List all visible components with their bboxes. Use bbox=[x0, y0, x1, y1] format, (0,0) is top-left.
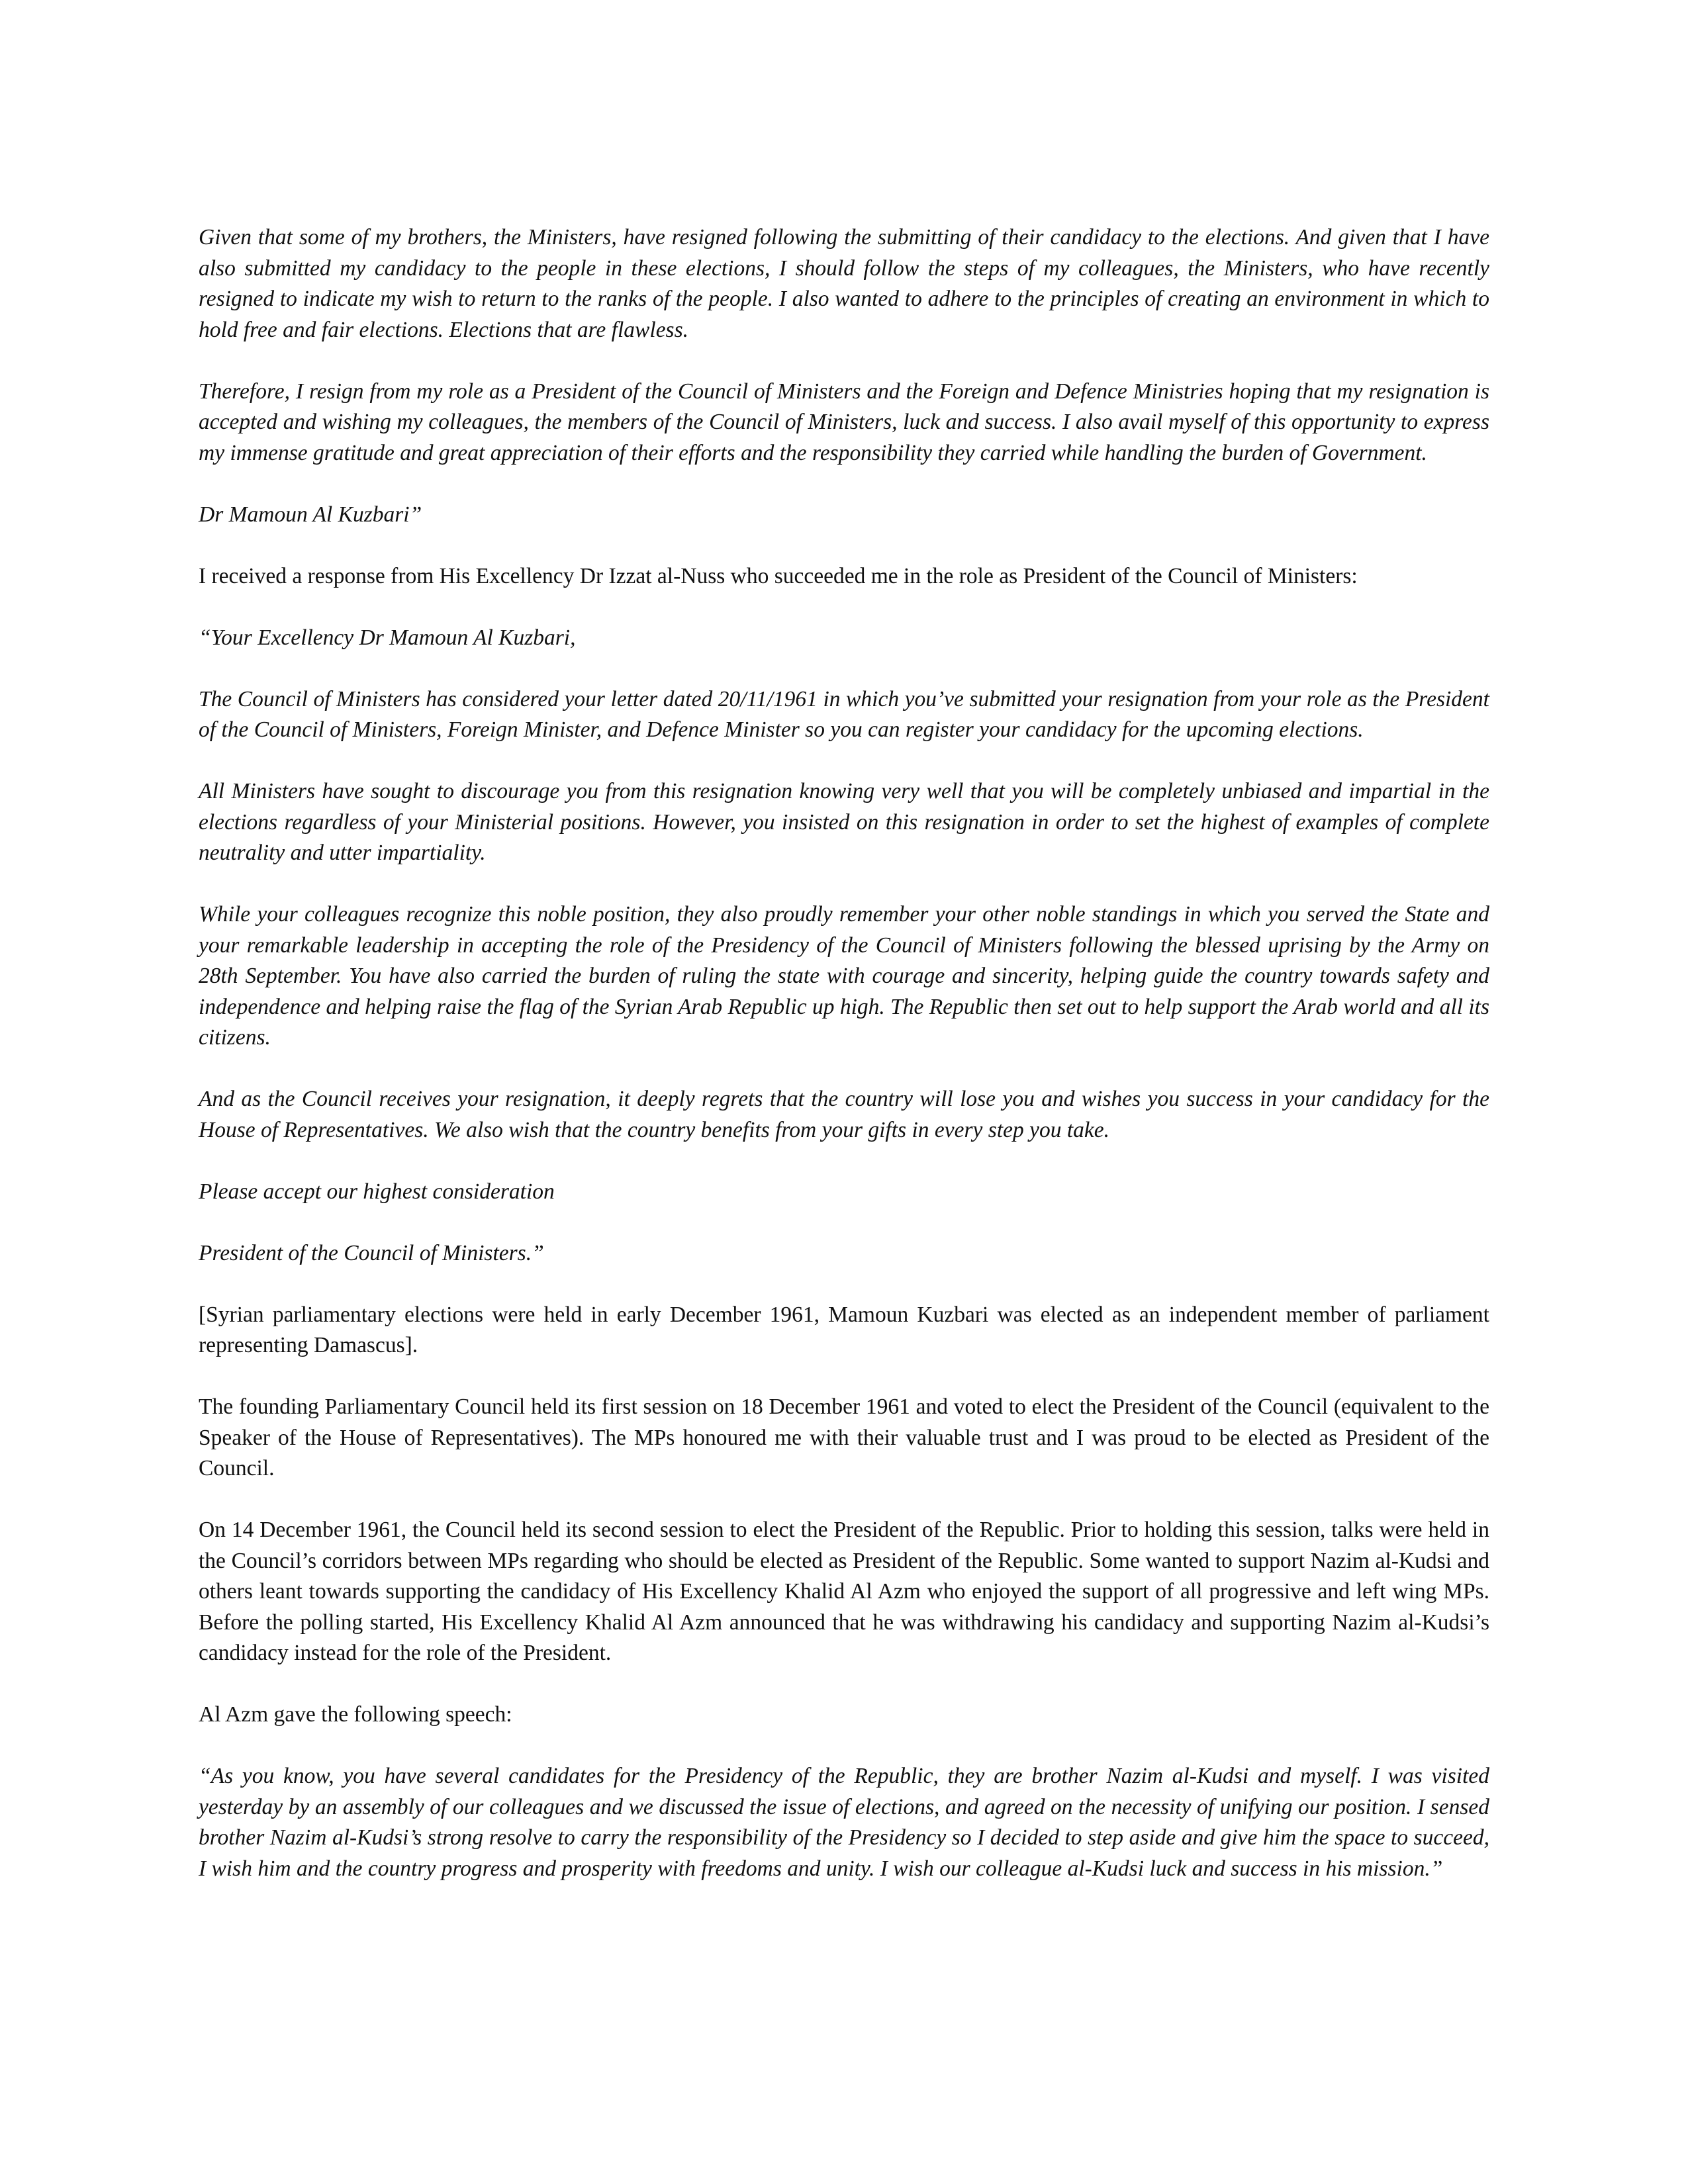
paragraph-speech-intro: Al Azm gave the following speech: bbox=[199, 1702, 512, 1727]
document-body bbox=[199, 222, 1489, 1915]
paragraph-azm-speech: “As you know, you have several candidates for the Presidency of the Republic, they are brother Nazim al-Kudsi and myself. I was visited yesterday by an assembly of our colleagues and we discussed the issue of elections, and agreed on the necessity of unifying our position. I sensed brother Nazim al-Kudsi’s strong resolve to carry the responsibility of the Presidency so I decided to step aside and give him the space to succeed, I wish him and the country progress and prosperity with freedoms and unity. I wish our colleague al-Kudsi luck and success in his mission.” bbox=[199, 1764, 1489, 1881]
paragraph-resignation-reason: Given that some of my brothers, the Ministers, have resigned following the submitting of their candidacy to the elections. And given that I have also submitted my candidacy to the people in these elections, I should follow the steps of my colleagues, the Ministers, who have recently resigned to indicate my wish to return to the ranks of the people. I also wanted to adhere to the principles of creating an environment in which to hold free and fair elections. Elections that are flawless. bbox=[199, 225, 1489, 342]
letter-salutation: “Your Excellency Dr Mamoun Al Kuzbari, bbox=[199, 625, 576, 650]
letter-paragraph-regrets: And as the Council receives your resignation, it deeply regrets that the country will lose you and wishes you success in your candidacy for the House of Representatives. We also wish that the country benefits from your gifts in every step you take. bbox=[199, 1087, 1489, 1142]
paragraph-elections-note: [Syrian parliamentary elections were held in early December 1961, Mamoun Kuzbari was elected as an independent member of parliament representing Damascus]. bbox=[199, 1302, 1489, 1357]
signature-kuzbari: Dr Mamoun Al Kuzbari” bbox=[199, 502, 422, 527]
paragraph-resignation-statement: Therefore, I resign from my role as a President of the Council of Ministers and the Foreign and Defence Ministries hoping that my resignation is accepted and wishing my colleagues, the members of the Council of Ministers, luck and success. I also avail myself of this opportunity to express my immense gratitude and great appreciation of their efforts and the responsibility they carried while handling the burden of Government. bbox=[199, 379, 1489, 465]
paragraph-first-session: The founding Parliamentary Council held its first session on 18 December 1961 and voted to elect the President of the Council (equivalent to the Speaker of the House of Representatives). The MPs honoured me with their valuable trust and I was proud to be elected as President of the Council. bbox=[199, 1394, 1489, 1480]
letter-closing: Please accept our highest consideration bbox=[199, 1179, 555, 1204]
letter-paragraph-ministers: All Ministers have sought to discourage you from this resignation knowing very well that you will be completely unbiased and impartial in the elections regardless of your Ministerial positions. However, you insisted on this resignation in order to set the highest of examples of complete neutrality and utter impartiality. bbox=[199, 779, 1489, 865]
letter-signature: President of the Council of Ministers.” bbox=[199, 1240, 544, 1265]
paragraph-second-session: On 14 December 1961, the Council held its second session to elect the President of the Republic. Prior to holding this session, talks were held in the Council’s corridors between MPs regarding who should be elected as President of the Republic. Some wanted to support Nazim al-Kudsi and others leant towards supporting the candidacy of His Excellency Khalid Al Azm who enjoyed the support of all progressive and left wing MPs. Before the polling started, His Excellency Khalid Al Azm announced that he was withdrawing his candidacy and supporting Nazim al-Kudsi’s candidacy instead for the role of the President. bbox=[199, 1518, 1489, 1665]
letter-paragraph-considered: The Council of Ministers has considered your letter dated 20/11/1961 in which you’ve submitted your resignation from your role as the President of the Council of Ministers, Foreign Minister, and Defence Minister so you can register your candidacy for the upcoming elections. bbox=[199, 686, 1489, 742]
letter-paragraph-colleagues: While your colleagues recognize this noble position, they also proudly remember your other noble standings in which you served the State and your remarkable leadership in accepting the role of the Presidency of the Council of Ministers following the blessed uprising by the Army on 28th September. You have also carried the burden of ruling the state with courage and sincerity, helping guide the country towards safety and independence and helping raise the flag of the Syrian Arab Republic up high. The Republic then set out to help support the Arab world and all its citizens. bbox=[199, 902, 1489, 1050]
paragraph-response-intro: I received a response from His Excellency Dr Izzat al-Nuss who succeeded me in the role as President of the Council of Ministers: bbox=[199, 563, 1358, 588]
